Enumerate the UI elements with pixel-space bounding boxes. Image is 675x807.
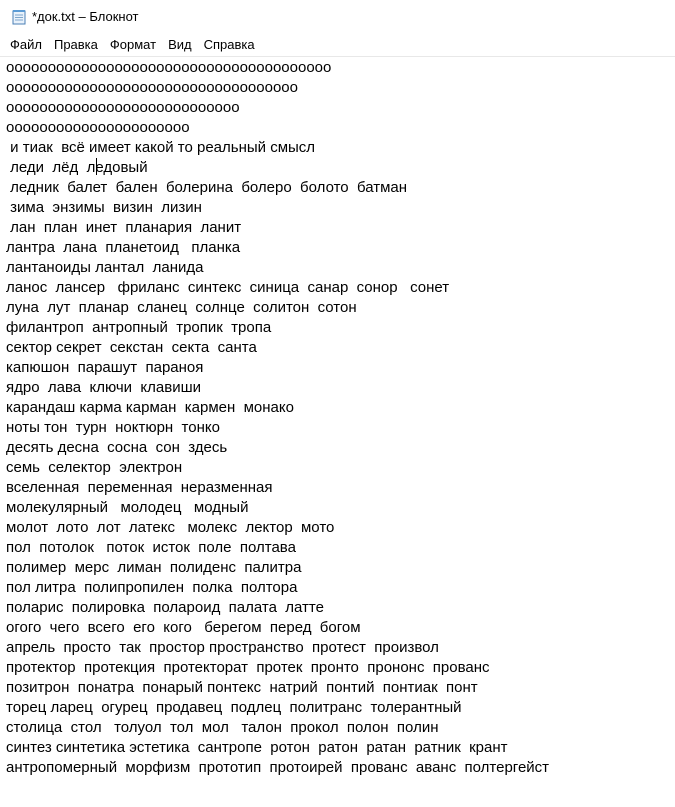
text-line: десять десна сосна сон здесь [6,439,228,456]
text-line: вселенная переменная неразменная [6,479,273,496]
menu-help[interactable]: Справка [203,37,255,52]
text-line: протектор протекция протекторат протек пронто прононс прованс [6,659,490,676]
text-line: оооооооооооооооооооооооооооо [6,99,240,116]
text-line: антропомерный морфизм прототип протоирей прованс аванс полтергейст [6,759,550,776]
text-line: ноты тон турн ноктюрн тонко [6,419,220,436]
text-line: позитрон понатра понарый понтекс натрий понтий понтиак понт [6,679,478,696]
text-line: карандаш карма карман кармен монако [6,399,294,416]
text-line: луна лут планар сланец солнце солитон сотон [6,299,357,316]
menu-file[interactable]: Файл [10,37,42,52]
text-line: лантра лана планетоид планка [6,239,241,256]
text-line: сектор секрет секстан секта санта [6,339,257,356]
text-line: лан план инет планария ланит [6,219,242,236]
text-line: лантаноиды лантал ланида [6,259,204,276]
text-line: пол литра полипропилен полка полтора [6,579,298,596]
title-bar [0,0,675,34]
text-line: синтез синтетика эстетика сантропе ротон ратон ратан ратник крант [6,739,508,756]
text-line: торец ларец огурец продавец подлец политранс толерантный [6,699,462,716]
notepad-icon [12,9,26,25]
text-line: поларис полировка полароид палата латте [6,599,324,616]
window-title: *док.txt – Блокнот [32,9,139,24]
text-line: леди лёд ледовый [6,159,148,176]
text-line: и тиак всё имеет какой то реальный смысл [6,139,316,156]
text-line: ооооооооооооооооооооооооооооооооооо [6,79,298,96]
text-line: ледник балет бален болерина болеро болото батман [6,179,408,196]
text-line: молот лото лот латекс молекс лектор мото [6,519,335,536]
text-line: оооооооооооооооооооооо [6,119,190,136]
text-line: ядро лава ключи клавиши [6,379,201,396]
text-line: столица стол толуол тол мол талон прокол полон полин [6,719,439,736]
menu-bar [0,34,675,56]
text-line: пол потолок поток исток поле полтава [6,539,296,556]
text-line: филантроп антропный тропик тропа [6,319,272,336]
text-line: ланос лансер фриланс синтекс синица санар сонор сонет [6,279,450,296]
menu-view[interactable]: Вид [168,37,192,52]
text-line: полимер мерс лиман полиденс палитра [6,559,302,576]
text-editor[interactable] [0,57,675,807]
text-line: ооооооооооооооооооооооооооооооооооооооо [6,59,332,76]
text-line: огого чего всего его кого берегом перед богом [6,619,361,636]
text-line: апрель просто так простор пространство протест произвол [6,639,439,656]
menu-edit[interactable]: Правка [53,37,98,52]
text-line: зима энзимы визин лизин [6,199,202,216]
text-line: молекулярный молодец модный [6,499,249,516]
text-line: капюшон парашут параноя [6,359,204,376]
text-line: семь селектор электрон [6,459,183,476]
menu-format[interactable]: Формат [109,37,157,52]
